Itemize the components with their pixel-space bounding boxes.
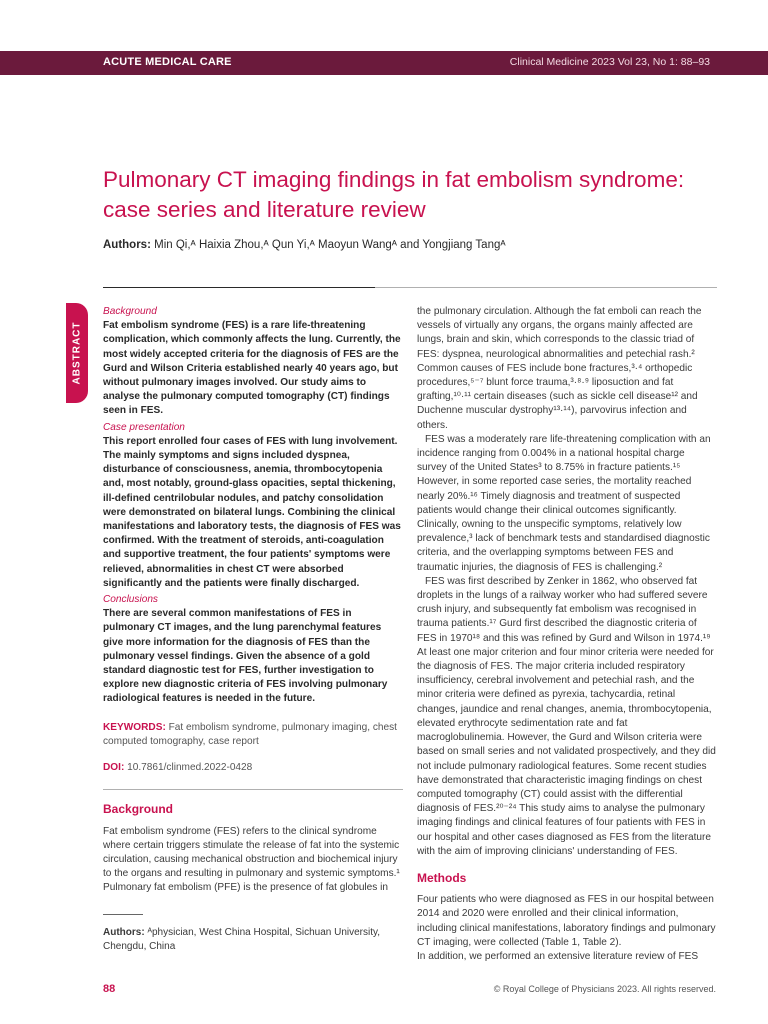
affiliation xyxy=(103,926,393,954)
keywords-text: Fat embolism syndrome, pulmonary imaging, chest computed tomography, case report xyxy=(103,721,397,747)
abstract-tab xyxy=(66,303,88,403)
article-title: Pulmonary CT imaging findings in fat embolism syndrome: case series and literature review xyxy=(103,167,685,222)
journal-citation: Clinical Medicine 2023 Vol 23, No 1: 88–93 xyxy=(509,56,710,68)
divider-left xyxy=(103,287,375,288)
section-label: ACUTE MEDICAL CARE xyxy=(103,56,232,68)
abstract-background-heading: Background xyxy=(103,306,157,317)
authors-list: Min Qi,ᴬ Haixia Zhou,ᴬ Qun Yi,ᴬ Maoyun Wangᴬ and Yongjiang Tangᴬ xyxy=(154,239,506,251)
methods-text-2: In addition, we performed an extensive literature review of FES xyxy=(417,950,699,962)
affiliation-label: Authors: xyxy=(103,927,145,938)
methods-heading: Methods xyxy=(417,870,467,885)
abstract-case-text: This report enrolled four cases of FES with lung involvement. The mainly symptoms and signs included dyspnea, disturbance of consciousness, anemia, thrombocytopenia and, most notably, ground-glass opacities, septal thickening, ill-defined centrilobular nodules, and patchy consolidation were demonstrated on bilateral lungs. Combining the clinical manifestations and laboratory tests, the diagnosis of FES was confirmed. With the treatment of steroids, anti-coagulation and supportive treatment, the four patients' symptoms were relieved, abnormalities in chest CT were absorbed significantly and the patients were finally discharged. xyxy=(103,435,401,589)
body-paragraph-2: FES was a moderately rare life-threatening complication with an incidence ranging from 0.004% in a national hospital charge survey of the United States³ to 8.75% in fracture patients.¹⁵ However, in some reported case series, the mortality reached nearly 20%.¹⁶ Timely diagnosis and treatment of suspected patients would change their clinical outcomes significantly. Clinically, owning to the unspecific symptoms, relatively low prevalence,³ lack of benchmark tests and standardised diagnostic criteria, and the overlapping symptoms between FES and traumatic injuries, the diagnosis of FES is challenging.² xyxy=(417,433,711,573)
affiliation-text: ᴬphysician, West China Hospital, Sichuan University, Chengdu, China xyxy=(103,927,381,952)
right-column xyxy=(417,305,717,964)
left-column xyxy=(103,305,403,896)
body-paragraph-3: FES was first described by Zenker in 1862, who observed fat droplets in the lungs of a railway worker who had suffered severe crush injury, and subsequently fat embolism was recognised in trauma patients.¹⁷ Gurd first described the diagnostic criteria of FES in 1970¹⁸ and this was refined by Gurd and Wilson in 1974.¹⁹ At least one major criterion and four minor criteria were needed for the diagnosis of FES. The major criteria included respiratory insufficiency, cerebral involvement and petechial rash, and the minor criteria were defined as pyrexia, tachycardia, retinal changes, jaundice and renal changes, anemia, thrombocytopenia, elevated erythrocyte sedimentation rate and fat macroglobulinemia. However, the Gurd and Wilson criteria were based on small series and not validated prospectively, and they did not include pulmonary radiological features. Some recent studies have demonstrated that characteristic imaging findings on chest computed tomography (CT) could assist with the differential diagnosis of FES.²⁰⁻²⁴ This study aims to analyse the pulmonary imaging findings and clinical features of four patients with FES in our hospital and other cases diagnosed as FES from the literature with the aim of improving clinicians' understanding of FES. xyxy=(417,575,716,857)
abstract-case-heading: Case presentation xyxy=(103,421,185,433)
background-heading: Background xyxy=(103,802,174,817)
divider-right xyxy=(375,287,717,288)
keywords-label: KEYWORDS: xyxy=(103,721,166,733)
doi xyxy=(103,761,403,775)
authors-label: Authors: xyxy=(103,239,151,251)
keywords xyxy=(103,721,403,749)
copyright: © Royal College of Physicians 2023. All rights reserved. xyxy=(493,984,716,994)
divider-section xyxy=(103,789,403,790)
header-banner xyxy=(0,51,768,75)
methods-text: Four patients who were diagnosed as FES in our hospital between 2014 and 2020 were enrolled and their clinical information, including clinical manifestations, laboratory findings and pulmonary CT imaging, were collected (Table 1, Table 2). xyxy=(417,894,716,948)
doi-label: DOI: xyxy=(103,762,125,774)
doi-link[interactable]: 10.7861/clinmed.2022-0428 xyxy=(127,762,253,774)
abstract-conclusions-heading: Conclusions xyxy=(103,594,158,606)
abstract-conclusions-text: There are several common manifestations of FES in pulmonary CT images, and the lung parenchymal features give more information for the diagnosis of FES than the pulmonary vessel findings. Given the absence of a gold standard diagnostic test for FES, further investigation to explore new diagnostic criteria of FES involving pulmonary radiological features is needed in the future. xyxy=(103,608,388,705)
footnote-divider xyxy=(103,914,143,915)
page-number: 88 xyxy=(103,983,116,995)
body-paragraph-1: the pulmonary circulation. Although the fat emboli can reach the vessels of virtually any organs, the organs mainly affected are lungs, brain and skin, which corresponds to the classic triad of FES: dyspnea, neurological abnormalities and petechial rash.² Common causes of FES include bone fractures,³·⁴ orthopedic procedures,⁵⁻⁷ blunt force trauma,³·⁸·⁹ liposuction and fat grafting,¹⁰·¹¹ certain diseases (such as sickle cell disease¹² and Duchenne muscular dystrophy¹³·¹⁴), parvovirus infection and others. xyxy=(417,306,702,431)
abstract-background-text: Fat embolism syndrome (FES) is a rare life-threatening complication, which commonly affects the lung. Currently, the most widely accepted criteria for the diagnosis of FES are the Gurd and Wilson Criteria established nearly 40 years ago, but without pulmonary images involved. Our study aims to analyse the pulmonary computed tomography (CT) findings seen in FES. xyxy=(103,320,401,417)
abstract-tab-label: ABSTRACT xyxy=(71,321,83,385)
background-text: Fat embolism syndrome (FES) refers to the clinical syndrome where certain triggers stimulate the release of fat into the systemic circulation, causing mechanical obstruction and biochemical injury to the organs and resulting in pulmonary and systemic symptoms.¹ Pulmonary fat embolism (PFE) is the presence of fat globules in xyxy=(103,825,400,894)
author-line xyxy=(103,239,506,251)
